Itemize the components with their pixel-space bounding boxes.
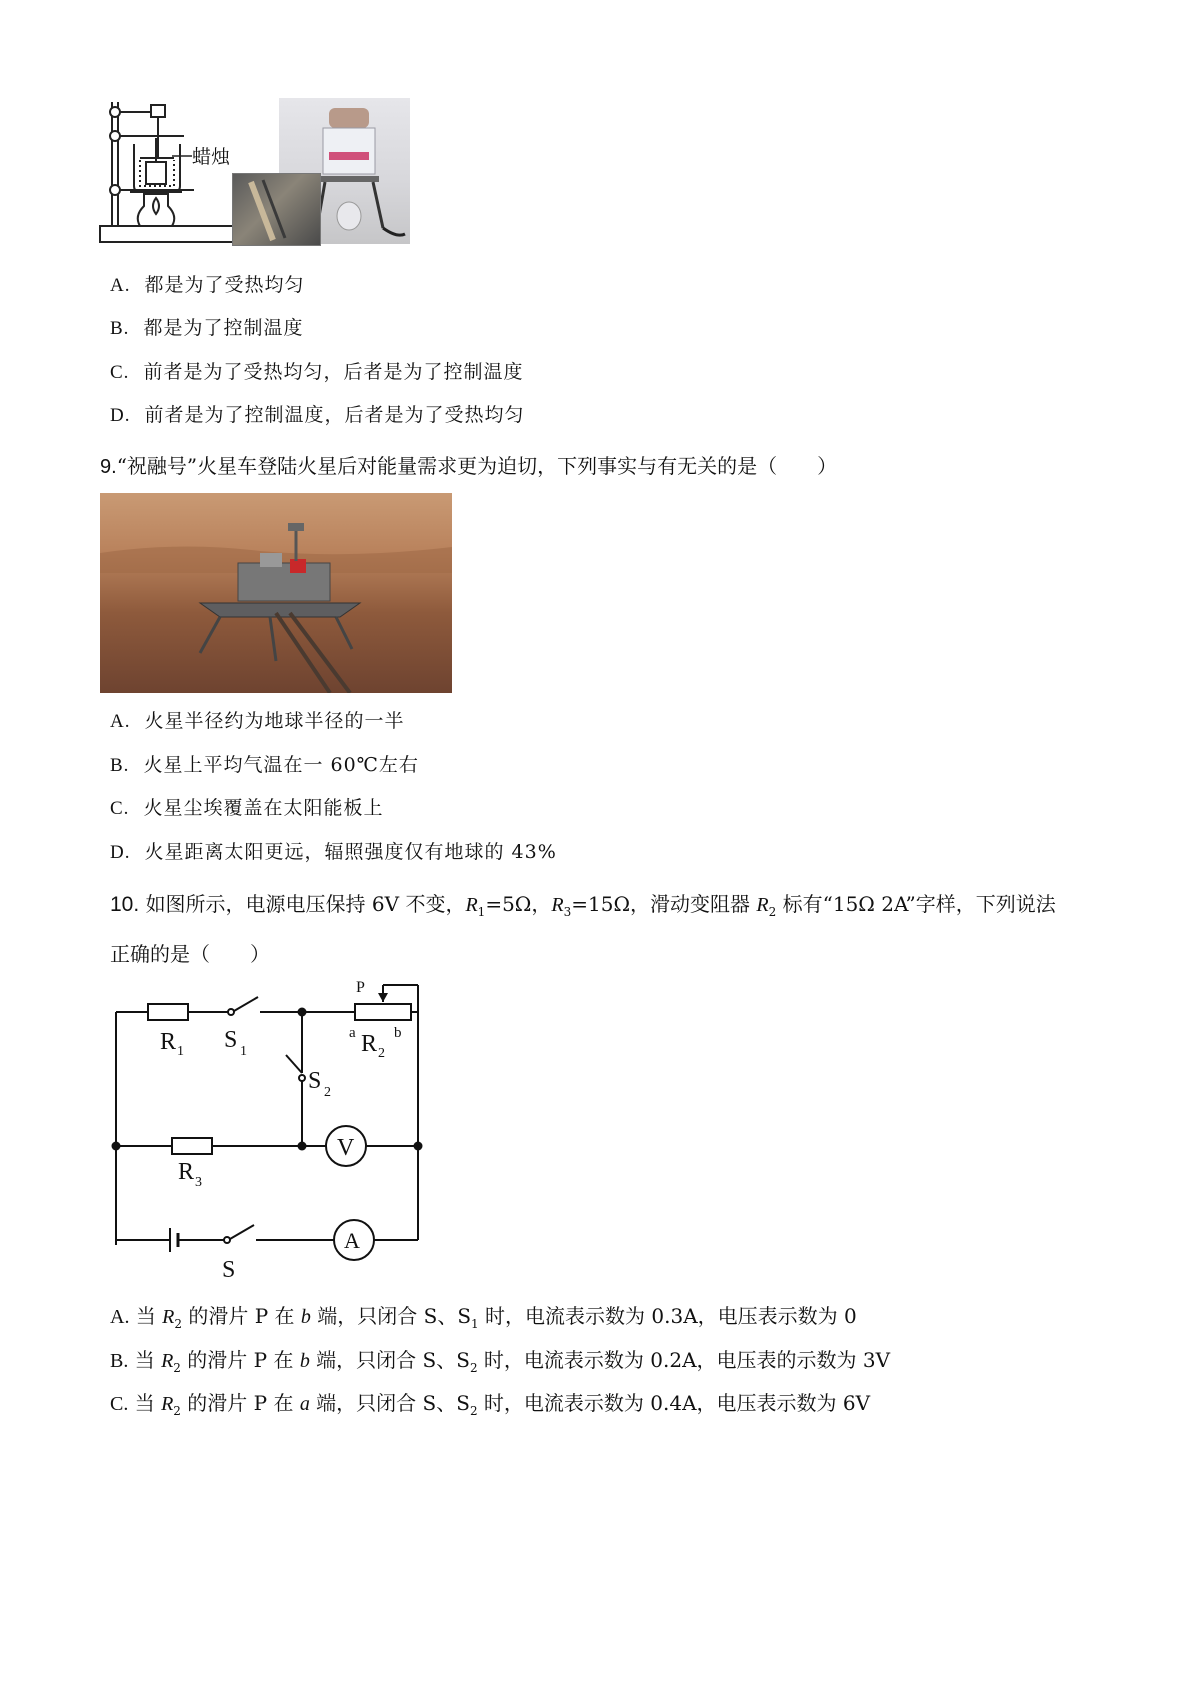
q10-stem-line1: 10. 如图所示，电源电压保持 6V 不变，$R_1=5\Omega$，$R_3=15\Omega$，滑动变阻器 $R_2$ 标有“15Ω 2A”字样，下列说法 (110, 892, 1056, 919)
voltmeter-label: V (337, 1135, 355, 1161)
q9-stem: 9.“祝融号”火星车登陆火星后对能量需求更为迫切，下列事实与有无关的是（ ） (100, 454, 838, 478)
r2-sub: 2 (378, 1046, 385, 1061)
q9-option-c: C. 火星尘埃覆盖在太阳能板上 (110, 797, 384, 819)
q10-option-c: C. 当 $R_2$ 的滑片 P 在 a 端，只闭合 S、$S_2$ 时，电流表示数为 0.4A，电压表示数为 6V (110, 1391, 871, 1418)
ammeter-label: A (344, 1228, 360, 1253)
q10-number: 10. (110, 893, 140, 916)
mars-rover-photo (100, 493, 452, 693)
q8-option-d: D. 前者是为了控制温度，后者是为了受热均匀 (110, 404, 525, 426)
photo-inset (232, 173, 321, 246)
s1-sub: 1 (240, 1044, 247, 1059)
r3-label: R (178, 1159, 195, 1185)
q10-stem-line2: 正确的是（ ） (110, 942, 270, 966)
r2-label: R (361, 1031, 378, 1057)
slider-p-label: P (356, 979, 365, 996)
r1-label: R (160, 1029, 177, 1055)
q8-option-b: B. 都是为了控制温度 (110, 317, 304, 339)
terminal-a-label: a (349, 1025, 356, 1041)
s2-sub: 2 (324, 1085, 331, 1100)
q9-option-b: B. 火星上平均气温在一 60℃左右 (110, 754, 419, 776)
circuit-diagram (100, 975, 440, 1285)
terminal-b-label: b (394, 1025, 402, 1041)
r3-sub: 3 (195, 1175, 202, 1190)
q8-option-a: A. 都是为了受热均匀 (110, 274, 305, 296)
q9-option-d: D. 火星距离太阳更远，辐照强度仅有地球的 43% (110, 841, 557, 863)
q9-number: 9. (100, 456, 117, 478)
switch-s-label: S (222, 1257, 236, 1283)
q10-option-b: B. 当 $R_2$ 的滑片 P 在 b 端，只闭合 S、$S_2$ 时，电流表示数为 0.2A，电压表的示数为 3V (110, 1348, 891, 1375)
s1-label: S (224, 1027, 238, 1053)
r1-sub: 1 (177, 1044, 184, 1059)
q9-option-a: A. 火星半径约为地球半径的一半 (110, 710, 405, 732)
q10-option-a: A. 当 $R_2$ 的滑片 P 在 b 端，只闭合 S、$S_1$ 时，电流表示数为 0.3A，电压表示数为 0 (110, 1304, 857, 1331)
candle-label: 蜡烛 (192, 146, 231, 168)
s2-label: S (308, 1068, 322, 1094)
q8-option-c: C. 前者是为了受热均匀，后者是为了控制温度 (110, 361, 524, 383)
